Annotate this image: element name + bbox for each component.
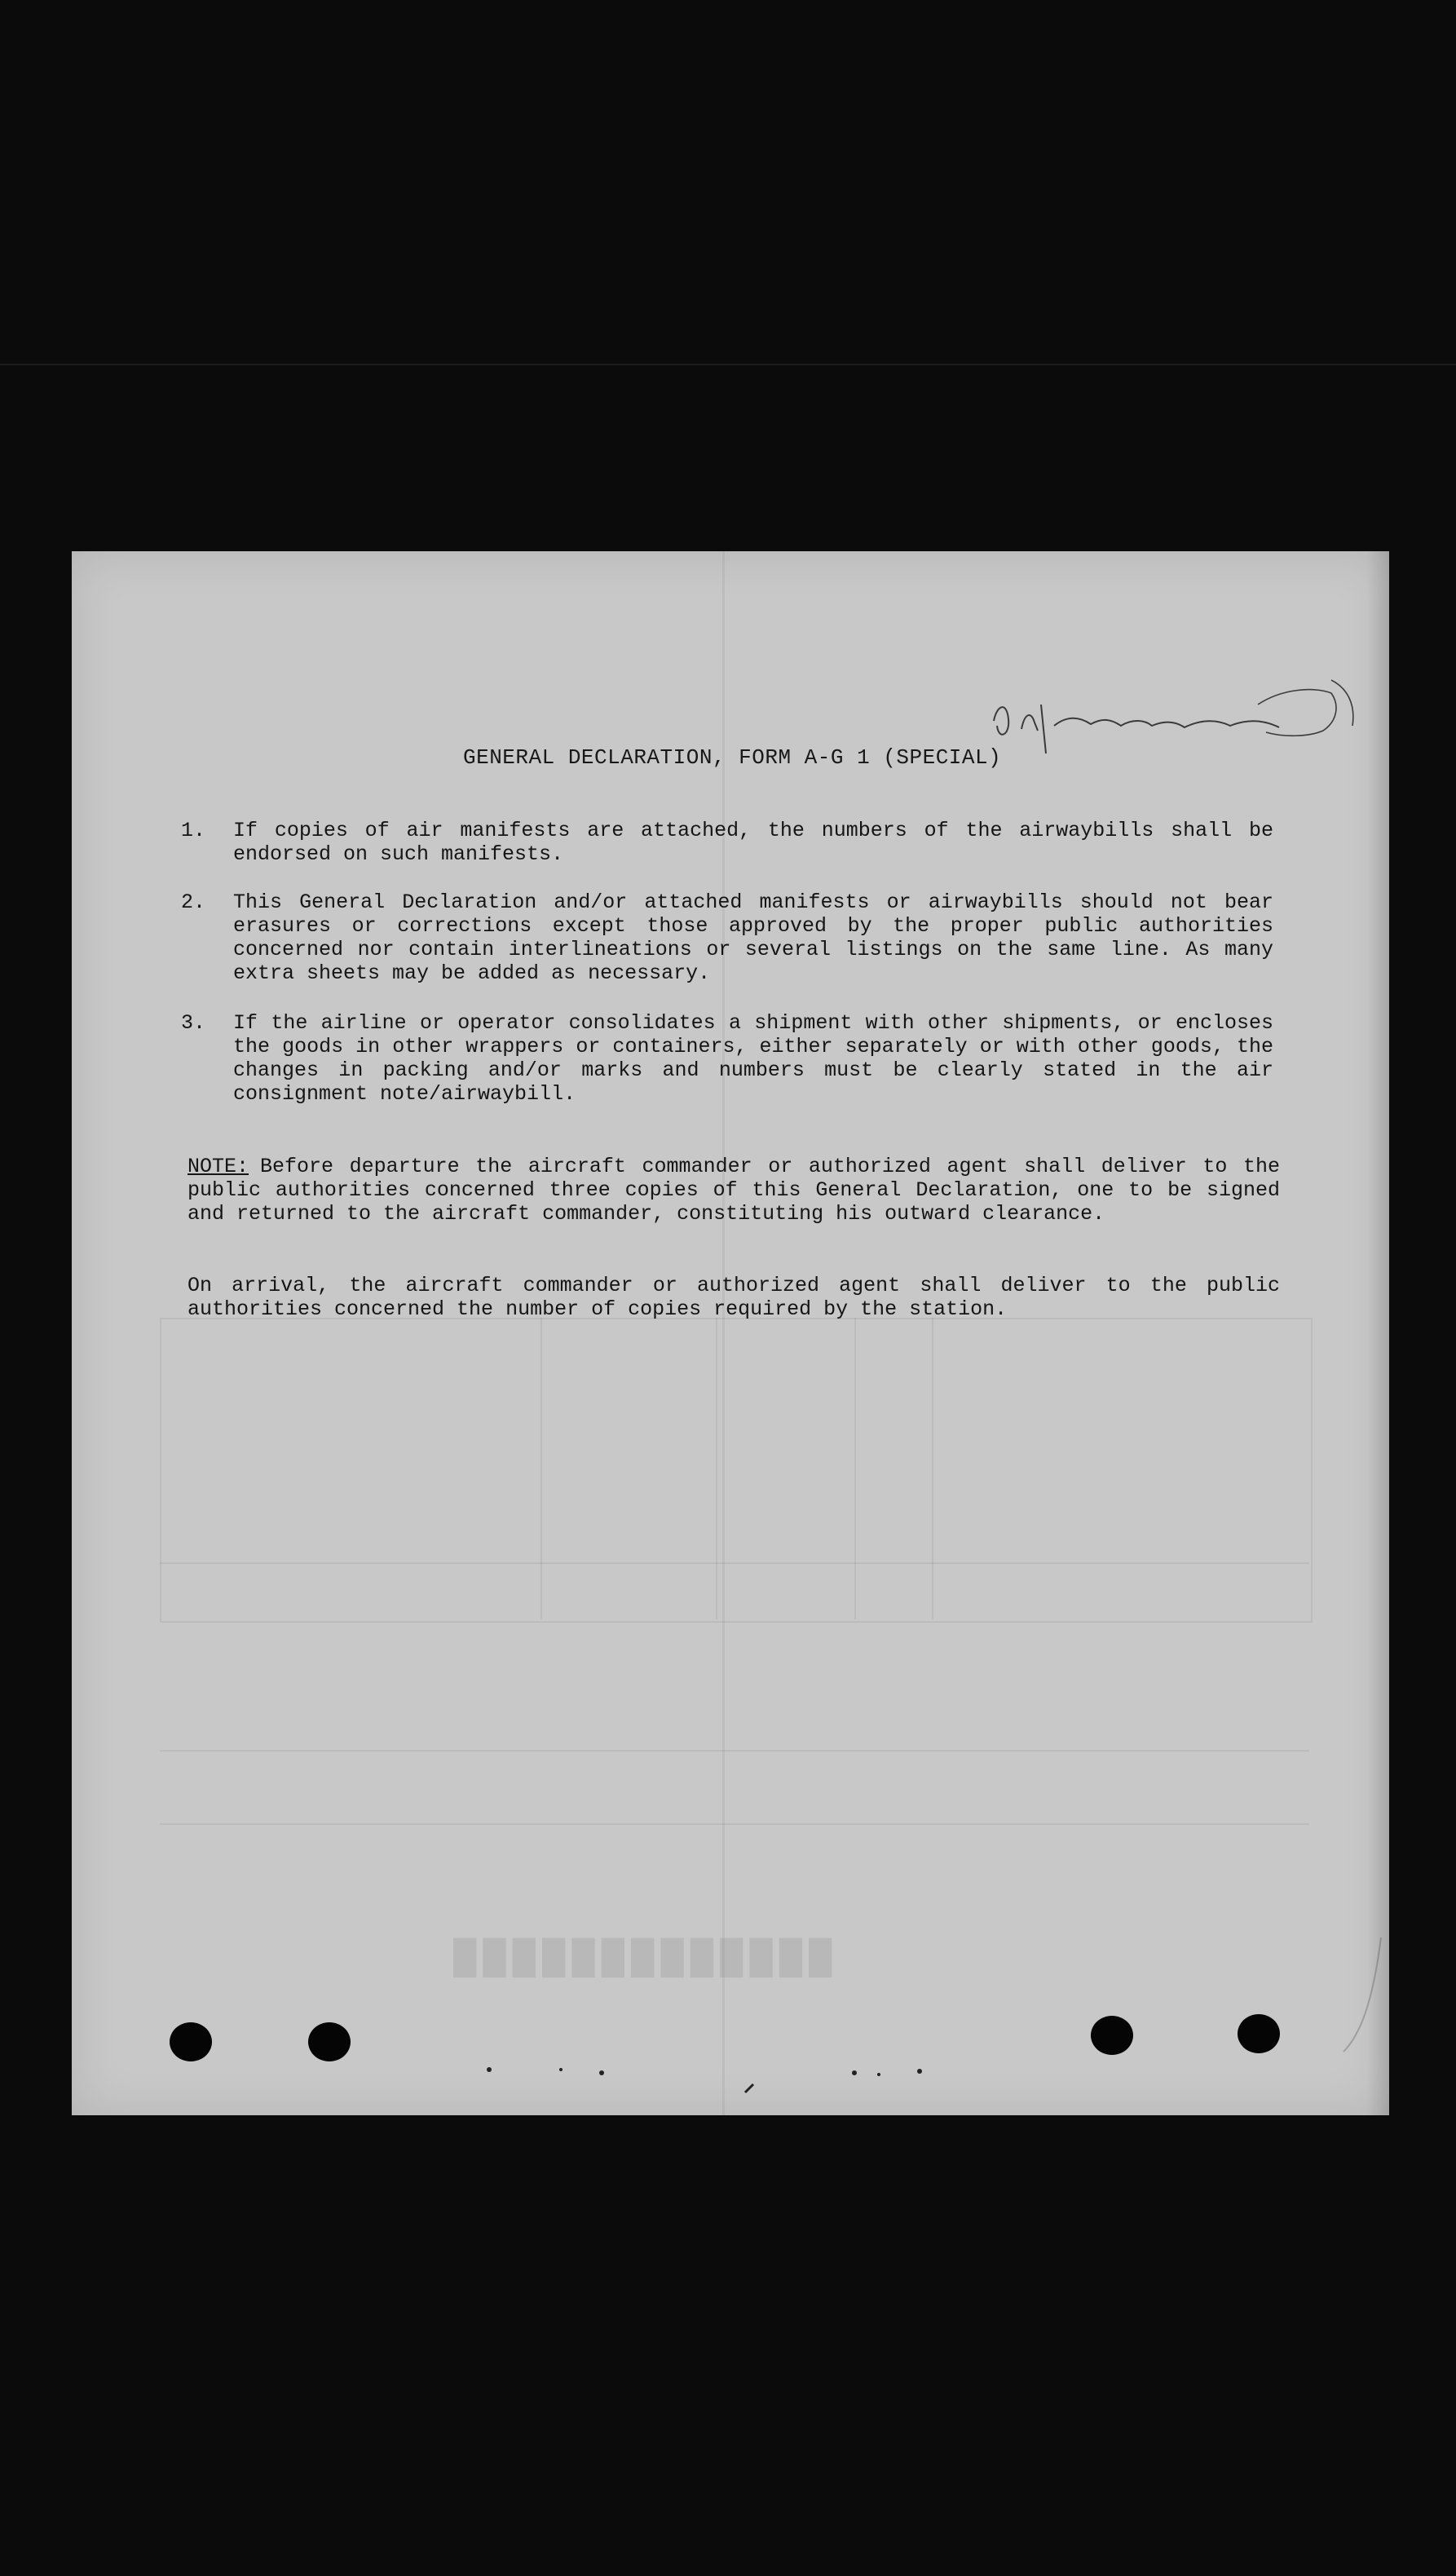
item-number: 2. xyxy=(181,890,206,914)
item-text: This General Declaration and/or attached manifests or airwaybills should not bear erasures or corrections except those approved by the proper public authorities concerned nor contain interlineations or several listings on the same line. As many extra sheets may be added as necessary. xyxy=(233,890,1273,985)
document-title: GENERAL DECLARATION, FORM A-G 1 (SPECIAL) xyxy=(463,745,1002,770)
item-number: 1. xyxy=(181,819,206,842)
item-number: 3. xyxy=(181,1011,206,1035)
scan-specks xyxy=(72,551,1389,2115)
note-label: NOTE: xyxy=(188,1155,249,1178)
note-text: Before departure the aircraft commander or authorized agent shall deliver to the public authorities concerned three copies of this General Declaration, one to be signed and returned to the aircraft commander, constituting his outward clearance. xyxy=(188,1155,1280,1226)
item-text: If copies of air manifests are attached, the numbers of the airwaybills shall be endorsed on such manifests. xyxy=(233,819,1273,866)
arrival-text: On arrival, the aircraft commander or authorized agent shall deliver to the public authorities concerned the number of copies required by the station. xyxy=(188,1274,1280,1321)
show-through-heading: █████████████ xyxy=(447,1938,832,1975)
scan-artifact-line xyxy=(0,364,1456,365)
item-text: If the airline or operator consolidates a shipment with other shipments, or encloses the goods in other wrappers or containers, either separately or with other goods, the changes in packing and/or marks and numbers must be clearly stated in the air consignment note/airwaybill. xyxy=(233,1011,1273,1106)
document-sheet xyxy=(72,551,1389,2115)
